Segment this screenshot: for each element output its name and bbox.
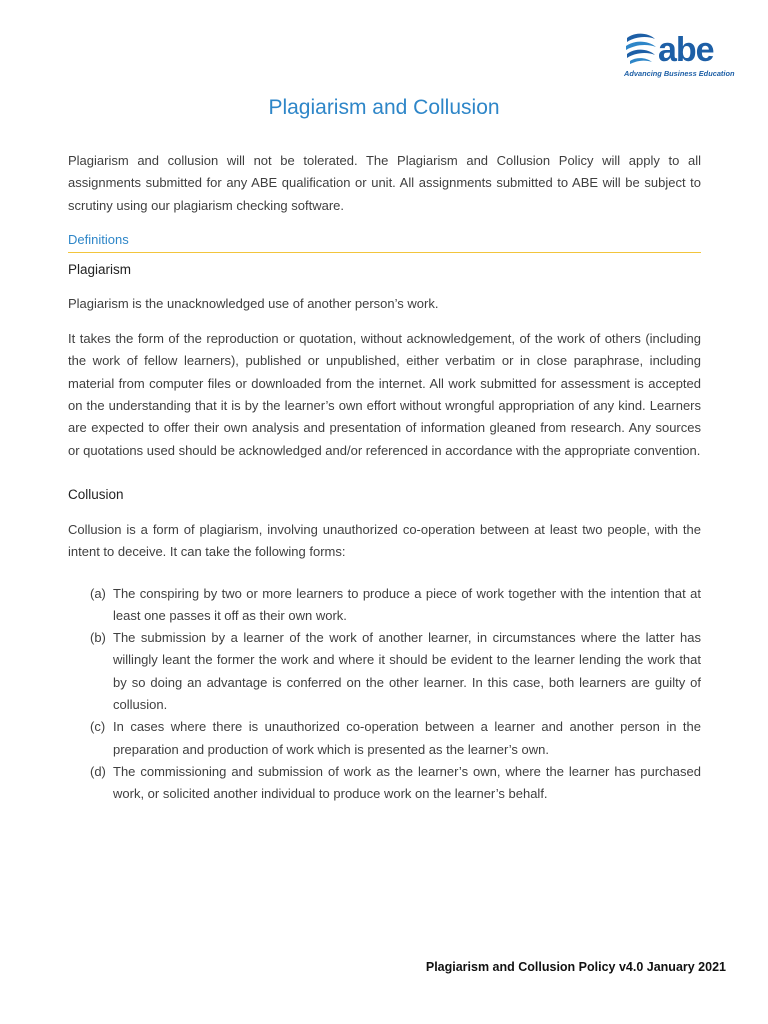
list-item-text: In cases where there is unauthorized co-operation between a learner and another person in the preparation and production of work which is presented as the learner’s own. — [113, 719, 701, 757]
page-footer: Plagiarism and Collusion Policy v4.0 January 2021 — [425, 960, 726, 974]
abe-swirl-icon — [624, 30, 658, 68]
list-item — [68, 627, 701, 716]
list-item — [68, 583, 701, 628]
intro-paragraph: Plagiarism and collusion will not be tolerated. The Plagiarism and Collusion Policy will apply to all assignments submitted for any ABE qualification or unit. All assignments submitted to ABE will be subject to scrutiny using our plagiarism checking software. — [68, 153, 701, 213]
document-body — [68, 150, 701, 806]
plagiarism-paragraph: Plagiarism is the unacknowledged use of another person’s work. — [68, 295, 439, 311]
plagiarism-heading: Plagiarism — [68, 261, 132, 277]
logo-wordmark: abe — [658, 31, 714, 69]
list-item-text: The commissioning and submission of work as the learner’s own, where the learner has purchased work, or solicited another individual to produce work on the learner’s behalf. — [113, 763, 701, 802]
plagiarism-paragraph: It takes the form of the reproduction or quotation, without acknowledgement, of the work of others (including the work of fellow learners), published or unpublished, either verbatim or in close paraphrase, including material from computer files or downloaded from the internet. All work submitted for assessment is accepted on the understanding that it is by the learner’s own effort without wrongful appropriation of any kind. Learners are expected to offer their own analysis and presentation of information gleaned from research. Any sources or quotations used should be acknowledged and/or referenced in accordance with the appropriate convention. — [68, 331, 701, 458]
collusion-heading: Collusion — [68, 486, 124, 502]
logo-tagline: Advancing Business Education — [624, 69, 735, 78]
list-marker: (d) — [90, 763, 106, 779]
list-item-text: The conspiring by two or more learners to produce a piece of work together with the intention that at least one passes it off as their own work. — [113, 585, 701, 623]
abe-logo — [624, 30, 740, 82]
list-item — [68, 716, 701, 761]
page-title: Plagiarism and Collusion — [268, 96, 500, 119]
list-item — [68, 761, 701, 806]
collusion-forms-list — [68, 583, 701, 806]
collusion-paragraph: Collusion is a form of plagiarism, involving unauthorized co-operation between at least two people, with the intent to deceive. It can take the following forms: — [68, 521, 701, 560]
list-item-text: The submission by a learner of the work of another learner, in circumstances where the latter has willingly leant the former the work and where it should be evident to the learner lending the work that by so doing an advantage is conferred on the other learner. In this case, both learners are guilty of collusion. — [113, 630, 701, 713]
list-marker: (a) — [90, 585, 106, 601]
definitions-heading: Definitions — [68, 229, 701, 253]
list-marker: (b) — [90, 630, 106, 646]
list-marker: (c) — [90, 719, 106, 735]
